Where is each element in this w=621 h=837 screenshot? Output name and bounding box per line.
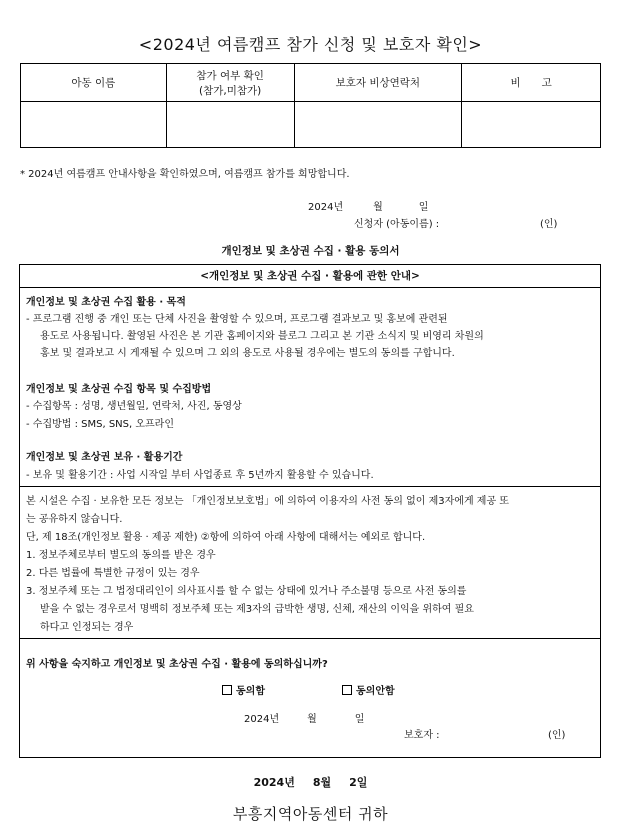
table-header-row [21,64,601,102]
applicant-label: 신청자 (아동이름) : [354,219,440,230]
provision-section [19,486,601,639]
disagree-label: 동의안함 [356,686,395,697]
provision-item3-line3: 하다고 인정되는 경우 [40,622,134,633]
consent-date-year: 2024년 [244,714,280,725]
header-child-name: 아동 이름 [21,64,167,102]
participation-cell[interactable] [166,102,294,148]
document-title: <2024년 여름캠프 참가 신청 및 보호자 확인> [138,35,483,54]
addressee: 부흥지역아동센터 귀하 [232,805,389,823]
child-name-cell[interactable] [21,102,167,148]
application-date [308,198,428,213]
consent-date [244,710,364,725]
provision-line2: 는 공유하지 않습니다. [26,514,123,525]
consent-question: 위 사항을 숙지하고 개인정보 및 초상권 수집 · 활용에 동의하십니까? [26,659,328,670]
provision-item3-line1: 3. 정보주체 또는 그 법정대리인이 의사표시를 할 수 없는 상태에 있거나 주소불명 등으로 사전 동의를 [26,586,467,597]
date-month: 월 [373,202,383,213]
header-remarks: 비 고 [462,64,601,102]
disagree-checkbox[interactable] [342,685,352,695]
period-heading: 개인정보 및 초상권 보유 · 활용기간 [26,452,183,463]
application-notice: * 2024년 여름캠프 안내사항을 확인하였으며, 여름캠프 참가를 희망합니다. [20,169,350,180]
items-heading: 개인정보 및 초상권 수집 항목 및 수집방법 [26,384,212,395]
sign-year: 2024년 [253,776,295,789]
provision-line3: 단, 제 18조(개인정보 활용 · 제공 제한) ②항에 의하여 아래 사항에 대해서는 예외로 합니다. [26,532,426,543]
provision-item3-line2: 받을 수 없는 경우로서 명백히 정보주체 또는 제3자의 급박한 생명, 신체, 재산의 이익을 위하여 필요 [40,604,474,615]
purpose-line2: 용도로 사용됩니다. 촬영된 사진은 본 기관 홈페이지와 블로그 그리고 본 기관 소식지 및 비영리 차원의 [40,331,484,342]
disagree-option[interactable] [342,682,395,697]
agree-option[interactable] [222,682,265,697]
provision-item2: 2. 다른 법률에 특별한 규정이 있는 경우 [26,568,200,579]
purpose-line1: - 프로그램 진행 중 개인 또는 단체 사진을 촬영할 수 있으며, 프로그램 결과보고 및 홍보에 관련된 [26,314,448,325]
guardian-contact-cell[interactable] [294,102,462,148]
guide-section [19,264,601,487]
table-entry-row [21,102,601,148]
application-table [20,63,601,148]
applicant-seal: (인) [540,219,558,230]
purpose-heading: 개인정보 및 초상권 수집 활용 · 목적 [26,297,186,308]
header-participation-line2: (참가,미참가) [198,84,262,97]
provision-item1: 1. 정보주체로부터 별도의 동의를 받은 경우 [26,550,216,561]
agree-checkbox[interactable] [222,685,232,695]
consent-form-title: 개인정보 및 초상권 수집 · 활용 동의서 [221,245,400,257]
consent-date-month: 월 [307,714,317,725]
sign-month: 8월 [312,776,332,789]
consent-date-day: 일 [354,714,365,725]
header-guardian-contact: 보호자 비상연락처 [294,64,462,102]
signing-date [0,774,621,790]
agree-label: 동의함 [236,686,265,697]
period-line1: - 보유 및 활용기간 : 사업 시작일 부터 사업종료 후 5년까지 활용할 수 있습니다. [26,470,374,481]
sign-day: 2일 [349,776,368,789]
guardian-label: 보호자 : [404,730,440,741]
provision-line1: 본 시설은 수집 · 보유한 모든 정보는 「개인정보보호법」에 의하여 이용자의 사전 동의 없이 제3자에게 제공 또 [26,496,509,507]
header-participation [166,64,294,102]
items-line1: - 수집항목 : 성명, 생년월일, 연락처, 사진, 동영상 [26,401,242,412]
guardian-seal: (인) [548,730,566,741]
header-participation-line1: 참가 여부 확인 [196,69,264,82]
date-day: 일 [418,202,429,213]
consent-section [19,639,601,758]
items-line2: - 수집방법 : SMS, SNS, 오프라인 [26,419,175,430]
purpose-line3: 홍보 및 결과보고 시 게재될 수 있으며 그 외의 용도로 사용될 경우에는 별도의 동의를 구합니다. [40,348,455,359]
guide-heading: <개인정보 및 초상권 수집 · 활용에 관한 안내> [20,265,600,288]
date-year: 2024년 [308,202,344,213]
remarks-cell[interactable] [462,102,601,148]
